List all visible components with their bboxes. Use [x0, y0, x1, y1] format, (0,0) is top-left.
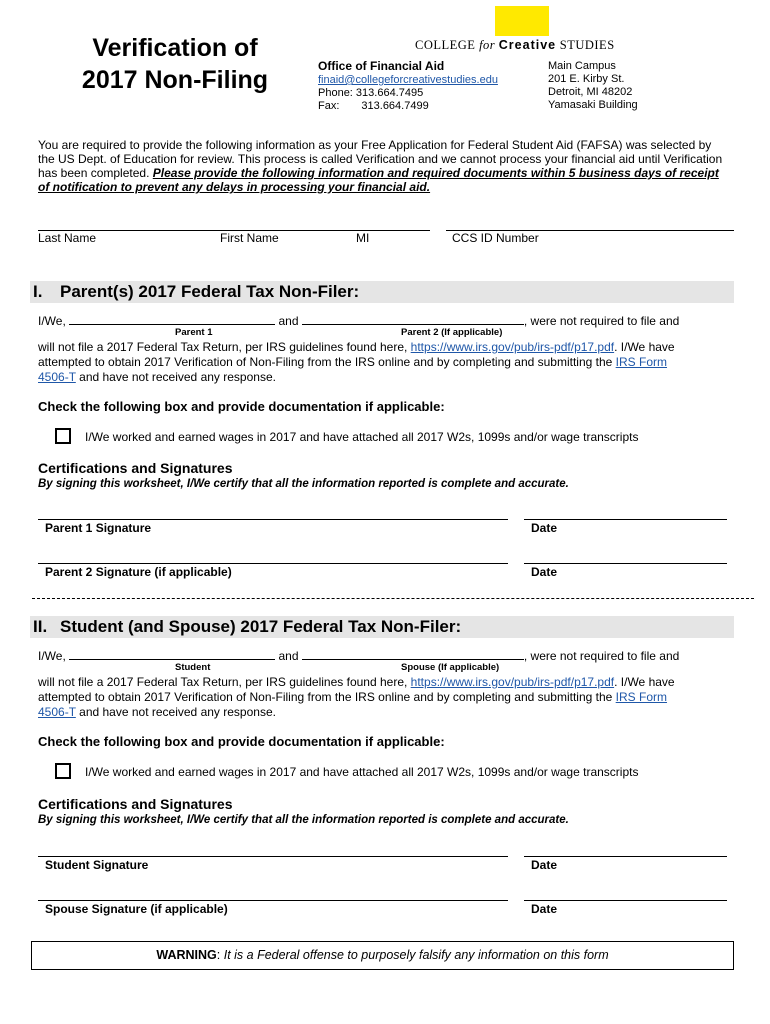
section-divider — [32, 598, 754, 599]
logo-wordmark: COLLEGE for Creative STUDIES — [415, 38, 615, 52]
parent1-label: Parent 1 — [175, 327, 213, 338]
parent2-label: Parent 2 (If applicable) — [401, 327, 503, 338]
office-name: Office of Financial Aid — [318, 59, 445, 73]
spouse-signature-line[interactable] — [38, 900, 508, 901]
office-phone: Phone: 313.664.7495 — [318, 87, 424, 99]
campus-line-3: Detroit, MI 48202 — [548, 86, 633, 98]
logo-yellow-block — [495, 6, 549, 36]
irs-form-link[interactable]: IRS Form — [615, 355, 668, 369]
mi-label: MI — [356, 231, 370, 245]
student-signature-label: Student Signature — [45, 858, 149, 872]
section1-numeral: I. — [33, 282, 43, 301]
irs-guidelines-link[interactable]: https://www.irs.gov/pub/irs-pdf/p17.pdf — [410, 340, 615, 354]
parent1-date-line[interactable] — [524, 519, 727, 520]
spouse-date-line[interactable] — [524, 900, 727, 901]
page-title — [60, 32, 290, 96]
section1-header — [30, 281, 734, 303]
student-date-line[interactable] — [524, 856, 727, 857]
section1-party-line: I/We, and , were not required to file and — [38, 314, 680, 328]
section2-wages-checkbox[interactable] — [55, 763, 71, 779]
office-email-link[interactable]: finaid@collegeforcreativestudies.edu — [318, 74, 498, 86]
section2-header — [30, 616, 734, 638]
section1-check-heading: Check the following box and provide documentation if applicable: — [38, 399, 445, 414]
section1-check-label: I/We worked and earned wages in 2017 and have attached all 2017 W2s, 1099s and/or wage transcripts — [85, 430, 639, 444]
section2-check-heading: Check the following box and provide documentation if applicable: — [38, 734, 445, 749]
student-signature-line[interactable] — [38, 856, 508, 857]
section2-party-line: I/We, and , were not required to file and — [38, 649, 680, 663]
parent2-date-line[interactable] — [524, 563, 727, 564]
student-date-label: Date — [531, 858, 558, 872]
section1-cert-text: By signing this worksheet, I/We certify that all the information reported is complete and accurate. — [38, 478, 569, 490]
parent2-name-field[interactable] — [302, 313, 524, 325]
intro-paragraph: You are required to provide the following information as your Free Application for Federal Student Aid (FAFSA) was selected by the US Dept. of Education for review. This process is called Verification and we cannot process your financial aid until Verification has been completed. Please provide the following information and required documents within 5 business days of receipt of notification to prevent any delays in processing your financial aid. — [38, 138, 723, 194]
spouse-signature-label: Spouse Signature (if applicable) — [45, 902, 228, 916]
parent1-name-field[interactable] — [69, 313, 275, 325]
campus-line-1: Main Campus — [548, 60, 616, 72]
parent1-date-label: Date — [531, 521, 558, 535]
intro-emphasis: Please provide the following information and required documents within 5 business days of receipt of notification to prevent any delays in processing your financial aid. — [38, 166, 719, 194]
section1-wages-checkbox[interactable] — [55, 428, 71, 444]
section1-cert-heading: Certifications and Signatures — [38, 460, 233, 476]
irs-form-link-2[interactable]: IRS Form — [615, 690, 668, 704]
section2-numeral: II. — [33, 617, 48, 636]
office-fax: Fax: 313.664.7499 — [318, 100, 429, 112]
irs-form-4506t-link[interactable]: 4506-T — [38, 370, 76, 384]
parent2-signature-line[interactable] — [38, 563, 508, 564]
campus-line-2: 201 E. Kirby St. — [548, 73, 625, 85]
parent2-date-label: Date — [531, 565, 558, 579]
ccs-id-label: CCS ID Number — [452, 231, 539, 245]
spouse-name-field[interactable] — [302, 648, 524, 660]
first-name-label: First Name — [220, 231, 279, 245]
title-line-2: 2017 Non-Filing — [81, 66, 269, 94]
warning-text: WARNING: It is a Federal offense to purposely falsify any information on this form — [156, 948, 609, 962]
warning-label: WARNING — [156, 948, 217, 962]
student-label: Student — [175, 662, 211, 673]
parent1-signature-line[interactable] — [38, 519, 508, 520]
section1-body: will not file a 2017 Federal Tax Return, per IRS guidelines found here, https://www.irs.gov/pub/irs-pdf/p17.pdf. I/We have attempted to obtain 2017 Verification of Non-Filing from the IRS online and by completing and submitting the IRS Form 4506-T and have not received any response. — [38, 340, 675, 384]
parent1-signature-label: Parent 1 Signature — [45, 521, 152, 535]
irs-form-4506t-link-2[interactable]: 4506-T — [38, 705, 76, 719]
campus-address — [548, 60, 708, 112]
section1-title: Parent(s) 2017 Federal Tax Non-Filer: — [60, 282, 360, 301]
section2-body: will not file a 2017 Federal Tax Return, per IRS guidelines found here, https://www.irs.gov/pub/irs-pdf/p17.pdf. I/We have attempted to obtain 2017 Verification of Non-Filing from the IRS online and by completing and submitting the IRS Form 4506-T and have not received any response. — [38, 675, 675, 719]
section2-cert-text: By signing this worksheet, I/We certify that all the information reported is complete and accurate. — [38, 814, 569, 826]
campus-line-4: Yamasaki Building — [548, 99, 638, 111]
section2-check-label: I/We worked and earned wages in 2017 and have attached all 2017 W2s, 1099s and/or wage transcripts — [85, 765, 639, 779]
spouse-label: Spouse (If applicable) — [401, 662, 500, 673]
last-name-label: Last Name — [38, 231, 97, 245]
spouse-date-label: Date — [531, 902, 558, 916]
section2-title: Student (and Spouse) 2017 Federal Tax Non-Filer: — [60, 617, 462, 636]
irs-guidelines-link-2[interactable]: https://www.irs.gov/pub/irs-pdf/p17.pdf — [410, 675, 615, 689]
office-contact — [318, 60, 538, 113]
title-line-1: Verification of — [92, 34, 258, 62]
parent2-signature-label: Parent 2 Signature (if applicable) — [45, 565, 232, 579]
student-name-field[interactable] — [69, 648, 275, 660]
section2-cert-heading: Certifications and Signatures — [38, 796, 233, 812]
warning-box — [31, 941, 734, 970]
college-logo — [415, 6, 615, 56]
